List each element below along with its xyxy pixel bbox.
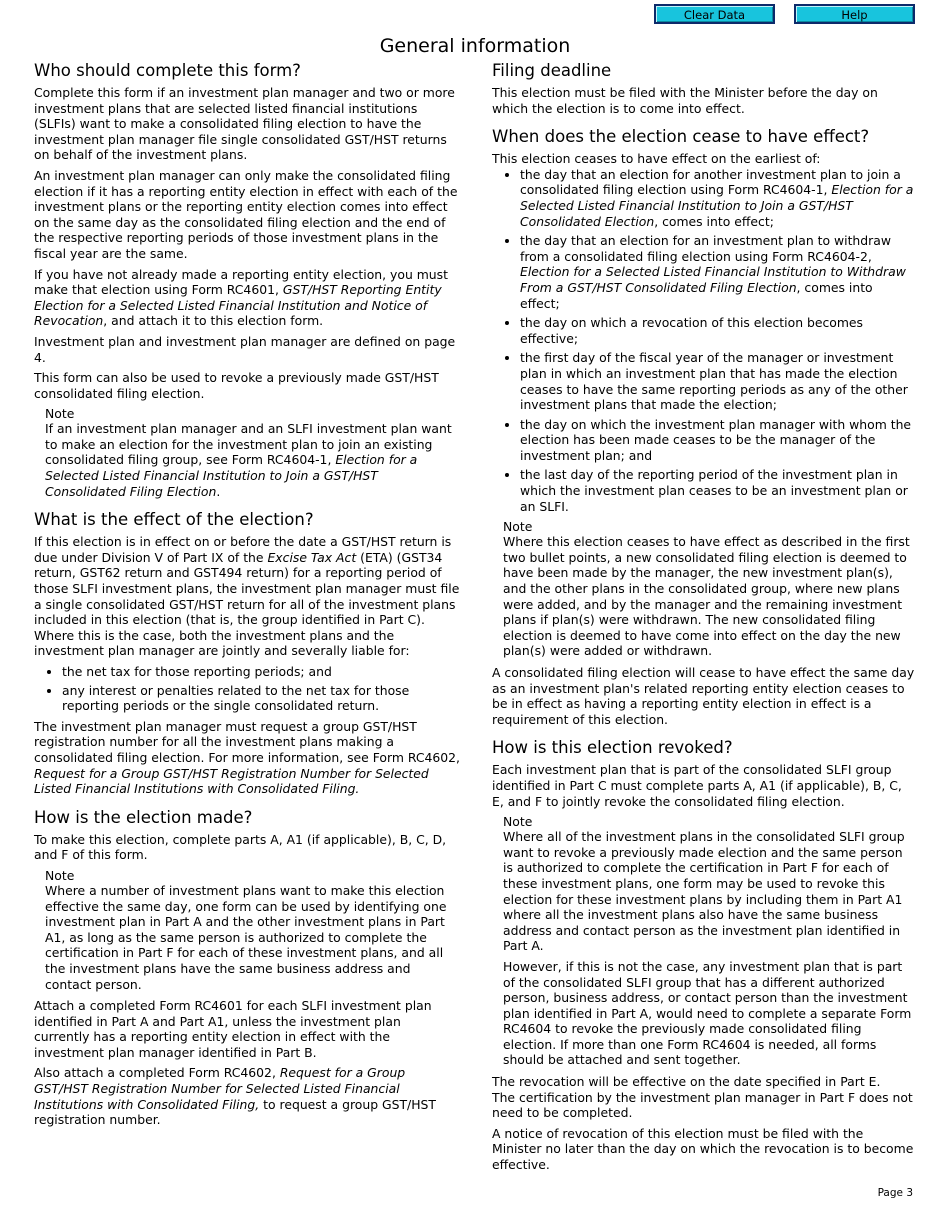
- section-heading: How is this election revoked?: [492, 738, 733, 758]
- note-label: Note: [503, 814, 533, 830]
- text-run: The investment plan manager must request a group GST/HST registration number for all the investment plans making a consolidated filing election. For more information, see Form RC4602,: [34, 718, 460, 765]
- note-text: Where all of the investment plans in the consolidated SLFI group want to revoke a previously made election and the same person is authorized to complete the certification in Part F for each of these investment plans, one form may be used to revoke this election for these investment plans by including them in Part A1 where all the investment plans also have the same business address and contact person as the investment plan identified in Part A.: [503, 829, 905, 954]
- paragraph: This form can also be used to revoke a previously made GST/HST consolidated filing election.: [34, 370, 439, 401]
- form-title: Election for a Selected Listed Financial Institution to Join a GST/HST Consolidated Filing Election: [45, 452, 418, 499]
- paragraph: [34, 719, 460, 797]
- list-item: • the first day of the fiscal year of the manager or investment plan in which an investment plan that has made the election ceases to have the same reporting periods as any of the other investment plans that made the election;: [520, 350, 916, 412]
- paragraph: Attach a completed Form RC4601 for each SLFI investment plan identified in Part A and Part A1, unless the investment plan currently has a reporting entity election in effect with the investment plan manager identified in Part B.: [34, 998, 432, 1060]
- section-heading: Filing deadline: [492, 61, 612, 80]
- bullet-list: [34, 664, 460, 714]
- list-item: [520, 233, 916, 311]
- note: [503, 814, 916, 1068]
- note-text: Where a number of investment plans want to make this election effective the same day, one form can be used by identifying one investment plan in Part A and the other investment plans in Part A1, as long as the same person is authorized to complete the certification in Part F for each of these investment plans, and all the investment plans have the same business address and contact person.: [45, 882, 447, 992]
- paragraph: This election ceases to have effect on the earliest of:: [492, 151, 821, 167]
- list-item: • the net tax for those reporting periods; and: [62, 664, 460, 680]
- note: [45, 406, 460, 499]
- paragraph: [34, 534, 460, 659]
- note-text: Where this election ceases to have effect as described in the first two bullet points, a new consolidated filing election is deemed to have been made by the manager, the new investment plan(s), and the other plans in the consolidated group, where new plans were added, and by the manager and the remaining investment plans if plan(s) were withdrawn. The new consolidated filing election is deemed to have come into effect on the day the new plan(s) were added or withdrawn.: [503, 534, 910, 659]
- form-title: GST/HST Reporting Entity Election for a Selected Listed Financial Institution and Notice of Revocation: [34, 282, 442, 329]
- text-run: .: [216, 483, 221, 499]
- text-run: the day that an election for another investment plan to join a consolidated filing election using Form RC4604-1,: [520, 166, 901, 198]
- text-run: , comes into effect;: [520, 279, 873, 311]
- paragraph: A notice of revocation of this election must be filed with the Minister no later than the day on which the revocation is to become effective.: [492, 1125, 914, 1173]
- paragraph: An investment plan manager can only make the consolidated filing election if it has a reporting entity election in effect with each of the investment plans or the reporting entity election comes into effect on the same day as the consolidated filing election and the end of the respective reporting periods of those investment plans in the fiscal year are the same.: [34, 167, 458, 261]
- list-item: • the last day of the reporting period of the investment plan in which the investment plan ceases to be an investment plan or an SLFI.: [520, 467, 916, 514]
- text-run: , and attach it to this election form.: [103, 313, 324, 329]
- note: [503, 519, 916, 659]
- text-run: If an investment plan manager and an SLFI investment plan want to make an election for the investment plan to join an existing consolidated filing group, see Form RC4604-1,: [45, 421, 452, 468]
- bullet-list: [492, 167, 916, 514]
- note-text: [45, 421, 460, 499]
- paragraph: Investment plan and investment plan manager are defined on page 4.: [34, 333, 456, 365]
- text-run: If you have not already made a reporting entity election, you must make that election using Form RC4601,: [34, 266, 448, 298]
- form-title: Election for a Selected Listed Financial Institution to Join a GST/HST Consolidated Election: [520, 182, 914, 229]
- text-run: , comes into effect;: [654, 213, 774, 229]
- section-heading: When does the election cease to have effect?: [492, 127, 870, 147]
- section-election-cease: [492, 126, 916, 727]
- page-title: General information: [379, 35, 571, 57]
- paragraph: The revocation will be effective on the date specified in Part E.: [492, 1074, 881, 1090]
- list-item: • the day on which the investment plan manager with whom the election has been made ceases to be the manager of the investment plan; and: [520, 417, 916, 464]
- paragraph: Each investment plan that is part of the consolidated SLFI group identified in Part C must complete parts A, A1 (if applicable), B, C, E, and F to jointly revoke the consolidated filing election.: [492, 762, 902, 809]
- section-filing-deadline: [492, 60, 916, 116]
- paragraph: [34, 267, 460, 329]
- paragraph: Complete this form if an investment plan manager and two or more investment plans that are selected listed financial institutions (SLFIs) want to make a consolidated filing election to have the investment plan manager file single consolidated GST/HST returns on behalf of the investment plans.: [34, 85, 455, 163]
- list-item: • the day on which a revocation of this election becomes effective;: [520, 315, 916, 346]
- list-item: [520, 167, 916, 229]
- right-column: [492, 60, 916, 1183]
- text-run: (ETA) (GST34 return, GST62 return and GST494 return) for a reporting period of those SLFI investment plans, the investment plan manager must file a single consolidated GST/HST return for all of the investment plans included in this election (that is, the group identified in Part C). Where this is the case, both the investment plans and the investment plan manager are jointly and severally liable for:: [34, 549, 460, 659]
- paragraph: This election must be filed with the Minister before the day on which the election is to come into effect.: [492, 85, 878, 116]
- note-label: Note: [503, 519, 533, 535]
- section-heading: Who should complete this form?: [34, 61, 301, 80]
- section-who-should-complete: [34, 60, 460, 499]
- section-election-revoked: [492, 737, 916, 1172]
- form-title: Request for a Group GST/HST Registration Number for Selected Listed Financial Institutions with Consolidated Filing,: [34, 1065, 406, 1112]
- paragraph: The certification by the investment plan manager in Part F does not need to be completed.: [492, 1089, 913, 1121]
- section-how-election-made: [34, 807, 460, 1128]
- list-item: • any interest or penalties related to the net tax for those reporting periods or the single consolidated return.: [62, 683, 460, 714]
- note-label: Note: [45, 867, 75, 883]
- form-title: Request for a Group GST/HST Registration Number for Selected Listed Financial Institutions with Consolidated Filing.: [34, 765, 429, 797]
- help-button[interactable]: Help: [794, 4, 915, 24]
- paragraph: To make this election, complete parts A, A1 (if applicable), B, C, D, and F of this form.: [34, 831, 447, 863]
- act-title: Excise Tax Act: [267, 549, 357, 565]
- clear-data-button[interactable]: Clear Data: [654, 4, 775, 24]
- note-label: Note: [45, 406, 75, 422]
- text-run: If this election is in effect on or before the date a GST/HST return is due under Division V of Part IX of the: [34, 534, 452, 565]
- note-text: However, if this is not the case, any investment plan that is part of the consolidated SLFI group that has a different authorized person, business address, or contact person than the investment plan identified in Part A, would need to complete a separate Form RC4604 to revoke the previously made consolidated filing election. If more than one Form RC4604 is needed, all forms should be attached and sent together.: [503, 958, 912, 1068]
- text-run: the day that an election for an investment plan to withdraw from a consolidated filing election using Form RC4604-2,: [520, 233, 891, 264]
- text-run: Also attach a completed Form RC4602,: [34, 1065, 280, 1081]
- section-heading: What is the effect of the election?: [34, 510, 314, 530]
- section-heading: How is the election made?: [34, 807, 253, 827]
- section-effect-of-election: [34, 509, 460, 797]
- text-run: to request a group GST/HST registration number.: [34, 1096, 436, 1128]
- form-title: Election for a Selected Listed Financial Institution to Withdraw From a GST/HST Consolidated Filing Election: [520, 264, 906, 295]
- left-column: [34, 60, 460, 1138]
- note: [45, 868, 460, 992]
- paragraph: A consolidated filing election will cease to have effect the same day as an investment plan's related reporting entity election ceases to be in effect as having a reporting entity election in effect is a requirement of this election.: [492, 665, 915, 727]
- page-number: Page 3: [877, 1187, 913, 1199]
- paragraph: [34, 1065, 460, 1127]
